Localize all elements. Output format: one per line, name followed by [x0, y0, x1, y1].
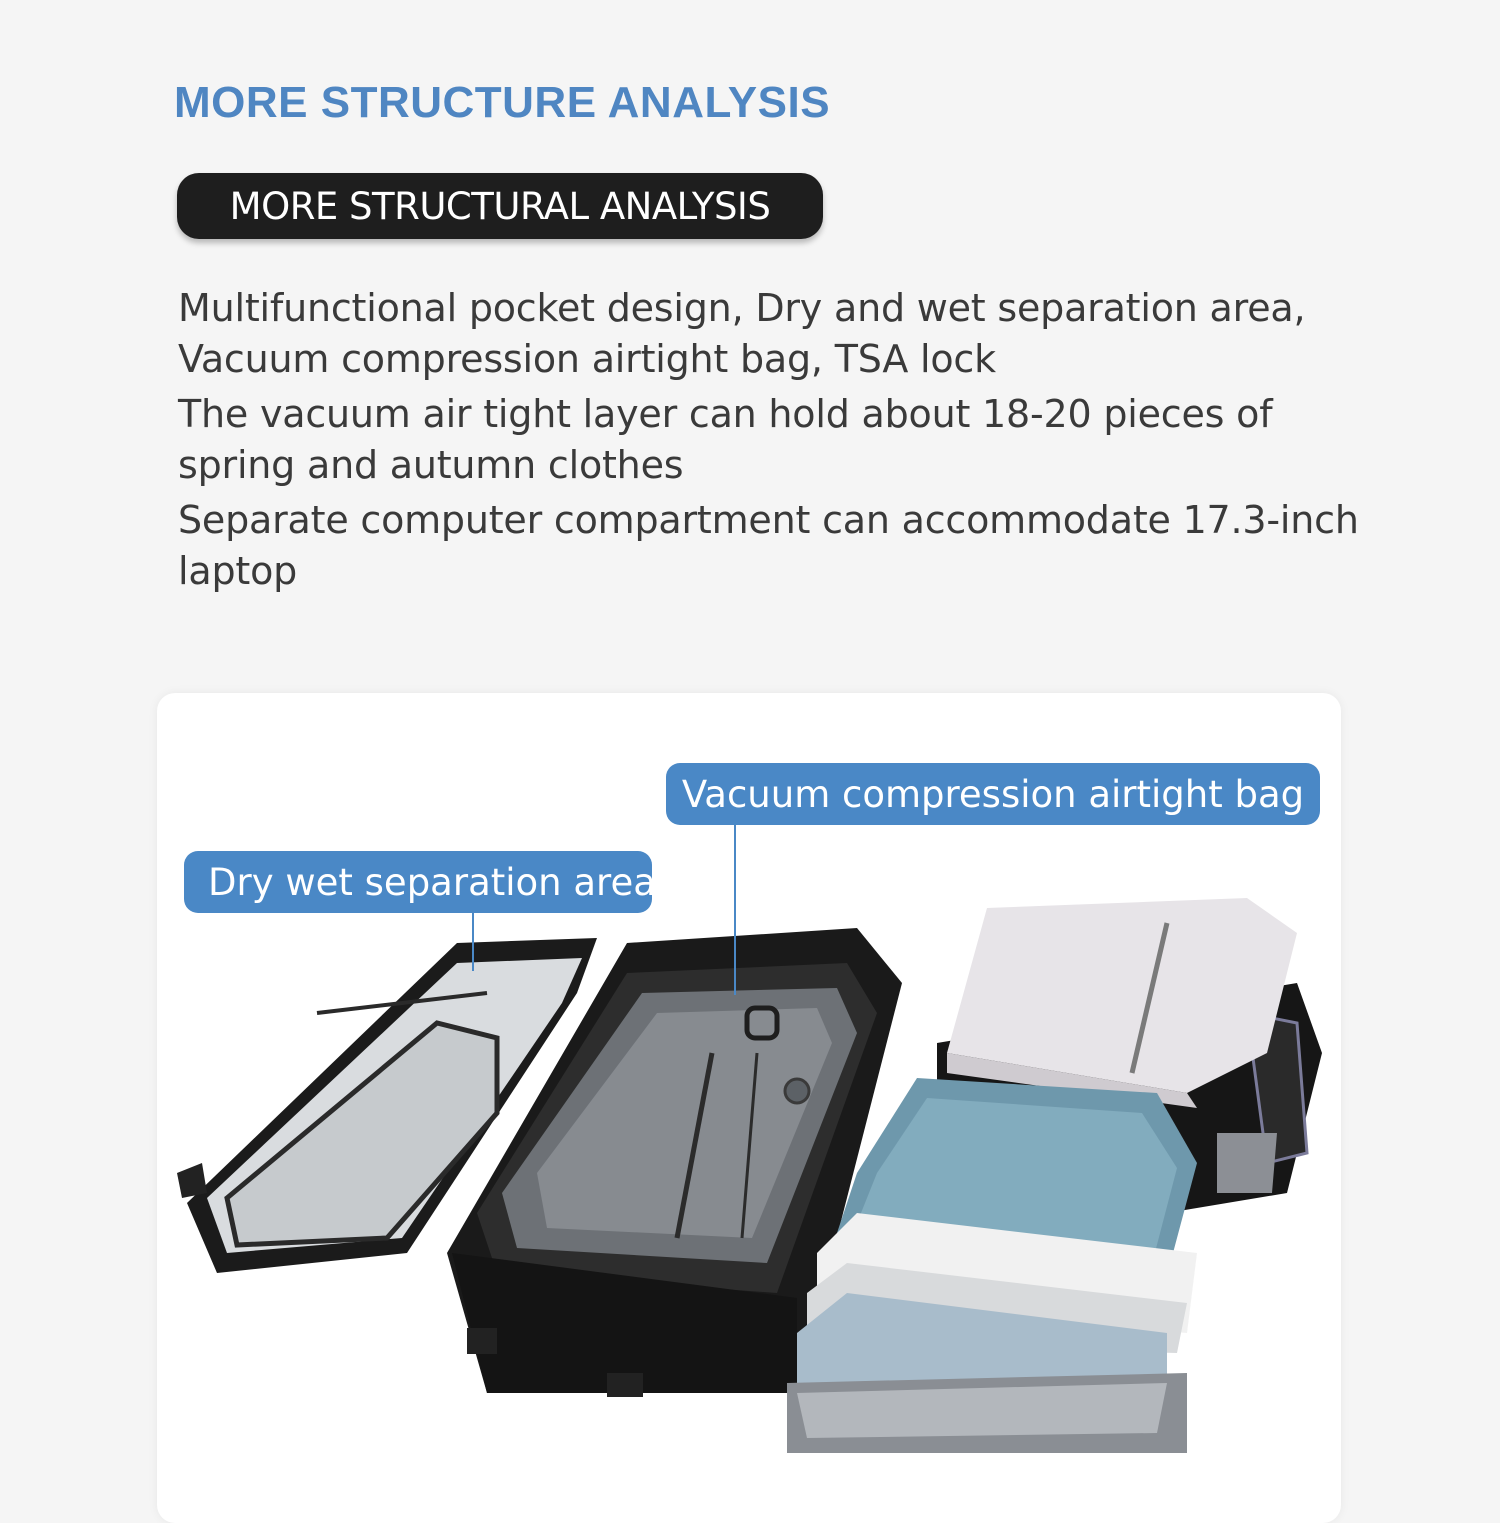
vacuum-bag-callout-label — [666, 763, 1320, 825]
vacuum-bag-callout-text: Vacuum compression airtight bag — [681, 772, 1305, 816]
dry-wet-callout-leader-line — [472, 913, 474, 971]
section-heading-text: MORE STRUCTURAL ANALYSIS — [229, 184, 771, 228]
vacuum-callout-leader-line — [734, 825, 736, 995]
description-paragraph: Separate computer compartment can accommodate 17.3-inch laptop — [178, 498, 1359, 593]
description-paragraph: The vacuum air tight layer can hold about 18-20 pieces of spring and autumn clothes — [178, 392, 1273, 487]
section-heading-pill — [177, 173, 823, 239]
feature-description — [178, 283, 1378, 601]
product-photo-card — [157, 693, 1341, 1523]
dry-wet-area-callout-label — [184, 851, 656, 913]
dry-wet-area-callout-text: Dry wet separation area — [208, 860, 656, 904]
page-title: MORE STRUCTURE ANALYSIS — [174, 78, 831, 127]
description-paragraph: Multifunctional pocket design, Dry and wet separation area, Vacuum compression airtight bag, TSA lock — [178, 286, 1306, 381]
